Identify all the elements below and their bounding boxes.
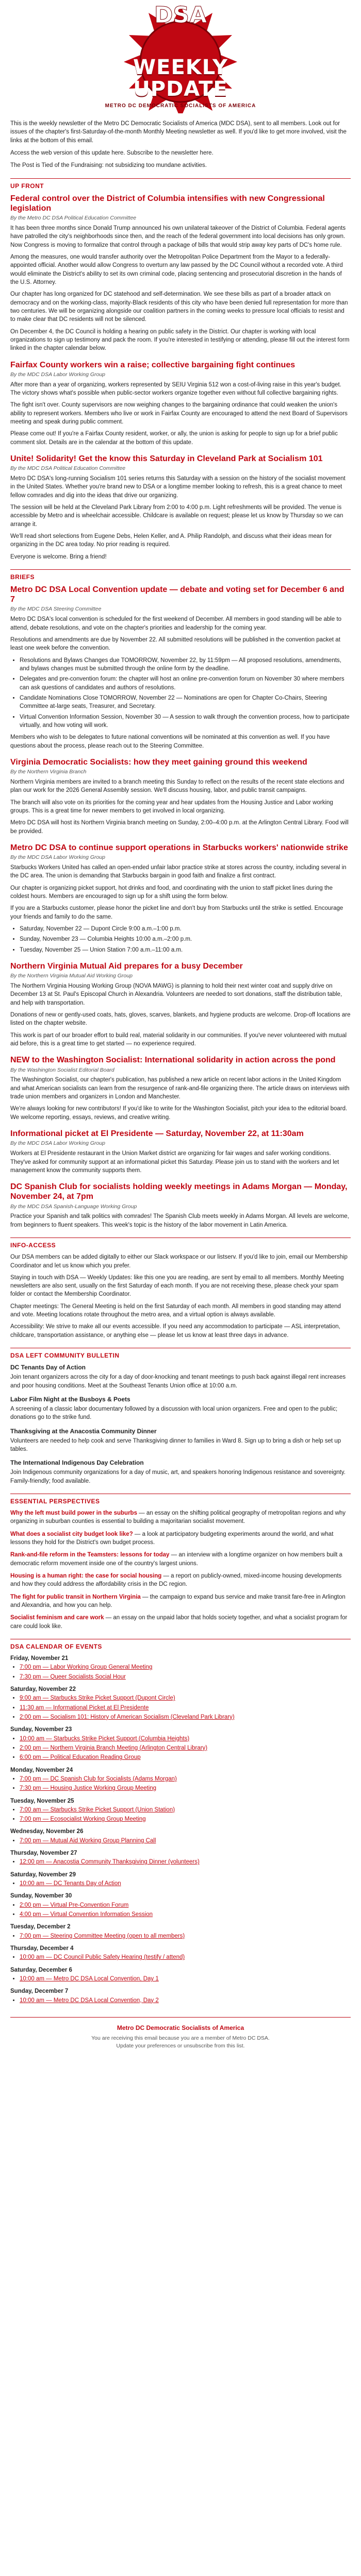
perspective-link[interactable]: What does a socialist city budget look like? [10,1531,133,1537]
section-calendar: DSA CALENDAR OF EVENTS [10,1639,351,1651]
story-paragraph: Metro DC DSA's local convention is scheduled for the first weekend of December. All members in good standing will be able to attend, debate resolutions, and vote on the chapter's priorities and leadership for the coming year. [10,616,342,631]
story-paragraph: After more than a year of organizing, workers represented by SEIU Virginia 512 won a cost-of-living raise in this year's budget. The victory shows what's possible when public-sector workers organize together even without full collective bargaining rights. [10,381,341,396]
info-access [10,1253,351,1340]
calendar-list [10,1654,351,2005]
calendar-event-link[interactable]: 10:00 am — DC Tenants Day of Action [20,1880,121,1887]
calendar-event-link[interactable]: 7:00 pm — Steering Committee Meeting (open to all members) [20,1933,185,1939]
section-perspectives: ESSENTIAL PERSPECTIVES [10,1494,351,1506]
story-headline[interactable]: Unite! Solidarity! Get the know this Saturday in Cleveland Park at Socialism 101 [10,454,323,463]
calendar-event [20,1694,351,1702]
calendar-event-link[interactable]: 10:00 am — Metro DC DSA Local Convention, Day 1 [20,1976,159,1982]
story-paragraph: The session will be held at the Cleveland Park Library from 2:00 to 4:00 p.m. Light refreshments will be provided. The venue is accessible by Metro and is wheelchair accessible. Childcare is available on request; please let us know by Thursday so we can arrange it. [10,504,343,528]
story-paragraph: Workers at El Presidente restaurant in the Union Market district are organizing for fair wages and safer working conditions. They've asked for community support at an informational picket this Saturday. Please join us to stand with the workers and let management know the community supports them. [10,1150,339,1174]
svg-text:DSA: DSA [154,2,207,28]
story [10,454,351,561]
footer-unsubscribe-link[interactable]: Update your preferences or unsubscribe from this list. [116,2043,245,2049]
perspective-link[interactable]: Rank-and-file reform in the Teamsters: lessons for today [10,1552,170,1558]
masthead-subtitle: METRO DC DEMOCRATIC SOCIALISTS OF AMERICA [105,103,256,109]
footer-line: You are receiving this email because you are a member of Metro DC DSA. [91,2035,270,2042]
perspective-link[interactable]: The fight for public transit in Northern Virginia [10,1594,141,1600]
intro-paragraph: This is the weekly newsletter of the Metro DC Democratic Socialists of America (MDC DSA), sent to all members. Look out for issues of the chapter's first-Saturday-of-the-month Monthly Meeting newsletter as well. If you'd like to get more involved, visit the links at the bottom of this email. [10,121,347,144]
story-paragraph: If you are a Starbucks customer, please honor the picket line and don't buy from Starbucks until the strike is settled. Encourage your friends and family to do the same. [10,905,343,920]
bulletin-item [10,1427,351,1454]
bulletin-text: Volunteers are needed to help cook and serve Thanksgiving dinner to families in Ward 8. Sign up to bring a dish or help set up tables. [10,1437,341,1452]
calendar-day [10,1944,351,1962]
calendar-day-label: Tuesday, December 2 [10,1924,71,1930]
calendar-event-link[interactable]: 10:00 am — Metro DC DSA Local Convention, Day 2 [20,1997,159,2004]
calendar-event [20,1996,351,2005]
story-list-item: • Resolutions and Bylaws Changes due TOMORROW, November 22, by 11:59pm — All proposed resolutions, amendments, and bylaws changes must be submitted through the online form by the deadline. [20,656,351,673]
calendar-day-label: Saturday, November 29 [10,1871,76,1878]
calendar-event-link[interactable]: 2:00 pm — Socialism 101: History of American Socialism (Cleveland Park Library) [20,1714,235,1720]
calendar-event-list [20,1663,351,1681]
story-paragraph: It has been three months since Donald Trump announced his own unilateral takeover of the District of Columbia. Federal agents have patrolled the city's neighborhoods since then, and the reach of the federal government into local decisions has only grown. Now Congress is moving to formalize that control through a package of bills that would strip away key parts of DC's home rule. [10,225,346,248]
story-list-item: • Delegates and pre-convention forum: the chapter will host an online pre-convention forum on November 30 where members can ask questions of candidates and authors of resolutions. [20,675,351,692]
calendar-day [10,1797,351,1824]
story [10,1182,351,1229]
perspective-text: — the campaign to expand bus service and make transit fare-free in Arlington and Alexandria, and how you can help. [10,1594,346,1608]
story-list-item: • Candidate Nominations Close TOMORROW, November 22 — Nominations are open for Chapter Co-Chairs, Steering Committee at-large seats, Treasurer, and Secretary. [20,694,351,711]
story-list-item[interactable]: • Saturday, November 22 — Dupont Circle 9:00 a.m.–1:00 p.m. [20,925,351,933]
calendar-event-link[interactable]: 10:00 am — DC Council Public Safety Hearing (testify / attend) [20,1954,185,1961]
story-byline: By the MDC DSA Steering Committee [10,606,102,613]
calendar-day [10,1987,351,2005]
perspective-item [10,1530,351,1547]
story-headline[interactable]: Northern Virginia Mutual Aid prepares for a busy December [10,962,243,971]
story-paragraph: Please come out! If you're a Fairfax County resident, worker, or ally, the union is asking for people to sign up for a brief public comment slot. Details are in the calendar at the bottom of this update. [10,431,338,446]
perspective-item [10,1614,351,1631]
story-paragraph: The branch will also vote on its priorities for the coming year and hear updates from the Housing Justice and Labor working groups. This is a great time for newer members to get involved in local organizing. [10,799,333,814]
perspective-item [10,1551,351,1568]
story-paragraph: Northern Virginia members are invited to a branch meeting this Sunday to reflect on the results of the recent state elections and plan our work for the 2026 General Assembly session. We'll discuss housing, labor, and public transit campaigns. [10,778,344,794]
calendar-event [20,1837,351,1845]
calendar-day [10,1892,351,1919]
story-list-item: • Virtual Convention Information Session, November 30 — A session to walk through the convention process, how to participate virtually, and how voting will work. [20,713,351,730]
calendar-event-link[interactable]: 11:30 am — Informational Picket at El Presidente [20,1704,149,1711]
story-byline: By the MDC DSA Labor Working Group [10,854,106,861]
calendar-event [20,1663,351,1671]
story-headline[interactable]: Informational picket at El Presidente — Saturday, November 22, at 11:30am [10,1129,304,1139]
calendar-event-list [20,1775,351,1793]
info-paragraph: Chapter meetings: The General Meeting is held on the first Saturday of each month. All members in good standing may attend and vote. Meeting locations rotate throughout the metro area, and a virtual option is always available. [10,1303,341,1318]
story [10,843,351,954]
calendar-event-link[interactable]: 10:00 am — Starbucks Strike Picket Support (Columbia Heights) [20,1735,190,1742]
calendar-event [20,1713,351,1721]
calendar-event-link[interactable]: 4:00 pm — Virtual Convention Information Session [20,1911,153,1918]
perspective-link[interactable]: Socialist feminism and care work [10,1615,104,1621]
calendar-event-link[interactable]: 6:00 pm — Political Education Reading Group [20,1754,141,1761]
info-paragraph: Staying in touch with DSA — Weekly Updates: like this one you are reading, are sent by email to all members. Monthly Meeting newsletters are also sent, usually on the first Saturday of each month. If you are not receiving these, please check your spam folder or contact the Membership Coordinator. [10,1274,344,1298]
perspective-item [10,1593,351,1610]
calendar-day [10,1966,351,1984]
info-paragraph: Accessibility: We strive to make all our events accessible. If you need any accommodation to participate — ASL interpretation, childcare, transportation assistance, or anything else — please let us know at least three days in advance. [10,1324,340,1338]
story [10,1129,351,1175]
calendar-event [20,1775,351,1783]
perspective-link[interactable]: Why the left must build power in the suburbs [10,1510,137,1516]
calendar-day-label: Sunday, November 23 [10,1726,72,1733]
section-up-front: UP FRONT [10,178,351,191]
info-paragraph: Our DSA members can be added digitally to either our Slack workspace or our listserv. If you'd like to join, email our Membership Coordinator and let us know which you prefer. [10,1254,348,1269]
calendar-event [20,1858,351,1866]
calendar-event [20,1784,351,1792]
story-paragraph: The Washington Socialist, our chapter's publication, has published a new article on recent labor actions in the United Kingdom and what American socialists can learn from the resurgence of rank-and-file organizing there. The article draws on interviews with trade union members and organizers in London and Manchester. [10,1077,350,1100]
story [10,961,351,1048]
bulletin-title[interactable]: Labor Film Night at the Busboys & Poets [10,1395,130,1403]
story-headline[interactable]: DC Spanish Club for socialists holding weekly meetings in Adams Morgan — Monday, November 24, at 7pm [10,1182,348,1201]
calendar-event [20,1744,351,1752]
story-byline: By the Northern Virginia Mutual Aid Working Group [10,973,133,979]
perspective-text: — a look at participatory budgeting experiments around the world, and what lessons they hold for the District's own budget process. [10,1531,334,1546]
calendar-event-list [20,1996,351,2005]
calendar-event [20,1953,351,1961]
bulletin-text: Join tenant organizers across the city for a day of door-knocking and tenant meetings to push back against illegal rent increases and poor housing conditions. Meet at the Southeast Tenants Union office at 10:00 a.m. [10,1374,346,1389]
story-paragraph: Everyone is welcome. Bring a friend! [10,553,107,560]
calendar-day-label: Saturday, December 6 [10,1967,72,1973]
calendar-event-link[interactable]: 7:00 pm — DC Spanish Club for Socialists (Adams Morgan) [20,1775,177,1782]
bulletin-text: Join Indigenous community organizations for a day of music, art, and speakers honoring Indigenous resistance and sovereignty. Family-friendly; food available. [10,1469,346,1484]
calendar-event-list [20,1806,351,1824]
calendar-day-label: Wednesday, November 26 [10,1828,84,1835]
calendar-event-list [20,1879,351,1888]
newsletter-content [0,113,361,2066]
calendar-event-list [20,1975,351,1983]
bulletin-item [10,1459,351,1485]
intro-note: The Post is Tied of the Fundraising: not subsidizing too mundane activities. [10,162,207,169]
calendar-day-label: Sunday, November 30 [10,1893,72,1900]
bulletin-title[interactable]: The International Indigenous Day Celebration [10,1459,144,1467]
bulletin-item [10,1363,351,1390]
bulletin-item [10,1395,351,1422]
calendar-day [10,1923,351,1940]
story-paragraph: Practice your Spanish and talk politics with comrades! The Spanish Club meets weekly in Adams Morgan. All levels are welcome, from beginners to fluent speakers. This week's topic is the history of the labor movement in Latin America. [10,1213,349,1228]
perspective-item [10,1509,351,1526]
story-paragraph: Our chapter has long organized for DC statehood and self-determination. We see these bills as part of a broader attack on democracy and on the working-class, majority-Black residents of this city who have been denied full representation for more than two centuries. We will be organizing alongside our coalition partners in the coming weeks to pressure local officials to resist and to make clear that DC residents will not be silenced. [10,291,348,323]
story-headline[interactable]: Virginia Democratic Socialists: how they meet gaining ground this weekend [10,757,307,767]
story-byline: By the Washington Socialist Editorial Board [10,1066,114,1073]
calendar-event-list [20,1953,351,1961]
calendar-event [20,1910,351,1919]
story-headline[interactable]: Metro DC DSA to continue support operations in Starbucks workers' nationwide strike [10,843,348,852]
story-headline[interactable]: Metro DC DSA Local Convention update — debate and voting set for December 6 and 7 [10,585,344,604]
story-headline[interactable]: Fairfax County workers win a raise; collective bargaining fight continues [10,360,296,369]
calendar-event-link[interactable]: 9:00 am — Starbucks Strike Picket Support (Dupont Circle) [20,1695,175,1702]
story [10,194,351,353]
calendar-event [20,1932,351,1940]
intro-links[interactable]: Access the web version of this update here. Subscribe to the newsletter here. [10,149,214,156]
calendar-event [20,1879,351,1888]
story-paragraph: The fight isn't over. County supervisors are now weighing changes to the bargaining ordinance that could weaken the union's ability to represent workers. Members who live or work in Fairfax County are encouraged to attend the next Board of Supervisors meeting and speak during public comment. [10,402,348,425]
calendar-day-label: Thursday, December 4 [10,1945,74,1952]
calendar-day [10,1685,351,1721]
perspective-item [10,1572,351,1589]
calendar-event-list [20,1735,351,1762]
story-paragraph: Members who wish to be delegates to future national conventions will be nominated at this convention as well. If you have questions about the process, please reach out to the Steering Committee. [10,734,330,749]
calendar-event [20,1815,351,1823]
intro [10,120,351,170]
story-paragraph: This work is part of our broader effort to build real, material solidarity in our communities. If you've never volunteered with mutual aid before, this is a great time to get started — no experience required. [10,1032,347,1047]
perspective-text: — an essay on the unpaid labor that holds society together, and what a socialist program for care could look like. [10,1615,348,1630]
calendar-day-label: Tuesday, November 25 [10,1798,74,1804]
story-headline[interactable]: Federal control over the District of Columbia intensifies with new Congressional legislation [10,194,325,213]
calendar-event-link[interactable]: 2:00 pm — Northern Virginia Branch Meeting (Arlington Central Library) [20,1744,208,1751]
story-byline: By the MDC DSA Political Education Committee [10,465,126,472]
section-briefs: BRIEFS [10,569,351,582]
story-paragraph: We're always looking for new contributors! If you'd like to write for the Washington Socialist, pitch your idea to the editorial board. We welcome reporting, essays, reviews, and creative writing. [10,1106,348,1121]
calendar-event [20,1806,351,1814]
calendar-event [20,1735,351,1743]
story-paragraph: Donations of new or gently-used coats, hats, gloves, scarves, blankets, and hygiene products are welcome. Drop-off locations are listed on the chapter website. [10,1012,351,1027]
story [10,1055,351,1122]
story-headline[interactable]: NEW to the Washington Socialist: International solidarity in action across the pond [10,1056,336,1065]
story-byline: By the MDC DSA Labor Working Group [10,371,106,378]
story-paragraph: On December 4, the DC Council is holding a hearing on public safety in the District. Our chapter is working with local organizations to sign up testimony and pack the room. If you're interested in testifying or attending, please fill out the interest form linked in the chapter calendar below. [10,328,350,352]
footer-title: Metro DC Democratic Socialists of America [117,2024,244,2032]
calendar-event-link[interactable]: 7:00 am — Starbucks Strike Picket Support (Union Station) [20,1806,175,1813]
calendar-event-link[interactable]: 2:00 pm — Virtual Pre-Convention Forum [20,1902,129,1908]
calendar-event-list [20,1901,351,1919]
calendar-day [10,1654,351,1681]
perspective-text: — a report on publicly-owned, mixed-income housing developments and how they could address the affordability crisis in the DC region. [10,1572,342,1588]
perspective-text: — an essay on the shifting political geography of metropolitan regions and why organizing in suburban counties is essential to building a majoritarian socialist movement. [10,1510,346,1525]
masthead-title-line1: WEEKLY [133,56,228,79]
story-list-item[interactable]: • Sunday, November 23 — Columbia Heights 10:00 a.m.–2:00 p.m. [20,935,351,943]
calendar-event [20,1673,351,1681]
calendar-event-link[interactable]: 7:00 pm — Labor Working Group General Meeting [20,1664,153,1671]
story-byline: By the MDC DSA Spanish-Language Working Group [10,1203,137,1210]
calendar-event-list [20,1932,351,1940]
calendar-day [10,1827,351,1845]
calendar-day-label: Thursday, November 27 [10,1850,77,1857]
calendar-event-link[interactable]: 12:00 pm — Anacostia Community Thanksgiving Dinner (volunteers) [20,1859,200,1866]
section-info-access: INFO-ACCESS [10,1238,351,1250]
calendar-day-label: Friday, November 21 [10,1655,69,1662]
story-byline: By the Metro DC DSA Political Education Committee [10,215,137,222]
story-paragraph: Among the measures, one would transfer authority over the Metropolitan Police Department from the Mayor to a federally-appointed official. Another would allow Congress to overturn any law passed by the DC Council without a recorded vote. A third would eliminate the District's ability to set its own criminal code, placing sentencing and prosecutorial discretion in the hands of the U.S. Attorney. [10,253,343,285]
story-paragraph: Resolutions and amendments are due by November 22. All submitted resolutions will be published in the convention packet at least one week before the convention. [10,636,340,652]
bulletin-text: A screening of a classic labor documentary followed by a discussion with local union organizers. Free and open to the public; donations go to the strike fund. [10,1405,338,1421]
calendar-event [20,1704,351,1712]
calendar-event-link[interactable]: 7:00 pm — Ecosocialist Working Group Meeting [20,1816,146,1823]
story-paragraph: Starbucks Workers United has called an open-ended unfair labor practice strike at stores across the country, including several in the DC area. The union is demanding that Starbucks bargain in good faith and finalize a first contract. [10,865,347,879]
story-list [20,656,351,730]
calendar-day-label: Monday, November 24 [10,1767,73,1773]
section-bulletin: DSA LEFT COMMUNITY BULLETIN [10,1348,351,1360]
bulletin-title[interactable]: DC Tenants Day of Action [10,1364,86,1371]
perspectives-list [10,1509,351,1631]
calendar-event-list [20,1858,351,1866]
masthead-title-line2: UPDATE [133,77,228,101]
calendar-event-list [20,1837,351,1845]
calendar-day-label: Sunday, December 7 [10,1988,69,1995]
calendar-day-label: Saturday, November 22 [10,1686,76,1692]
calendar-event [20,1975,351,1983]
footer [10,2017,351,2056]
calendar-event-link[interactable]: 7:00 pm — Mutual Aid Working Group Planning Call [20,1837,156,1844]
calendar-day [10,1871,351,1888]
story [10,585,351,750]
bulletin-title[interactable]: Thanksgiving at the Anacostia Community Dinner [10,1427,157,1435]
masthead [0,0,361,113]
story-list [20,925,351,954]
perspective-text: — an interview with a longtime organizer on how members built a democratic reform movement inside one of the country's largest unions. [10,1552,343,1567]
story-paragraph: Metro DC DSA's long-running Socialism 101 series returns this Saturday with a session on the history of the socialist movement in the United States. Whether you're brand new to DSA or a longtime member looking to refresh, this is a great chance to meet fellow comrades and dig into the ideas that drive our organizing. [10,476,346,499]
calendar-event-link[interactable]: 7:30 pm — Queer Socialists Social Hour [20,1673,126,1680]
briefs-stories [10,585,351,1229]
up-front-stories [10,194,351,561]
story-list-item[interactable]: • Tuesday, November 25 — Union Station 7:00 a.m.–11:00 a.m. [20,946,351,954]
story [10,360,351,447]
story-paragraph: Our chapter is organizing picket support, hot drinks and food, and coordinating with the union to staff picket lines during the coldest hours. Members are encouraged to sign up for a shift using the form below. [10,885,333,900]
calendar-day [10,1766,351,1793]
story [10,757,351,836]
calendar-event-link[interactable]: 7:30 pm — Housing Justice Working Group Meeting [20,1785,157,1792]
story-byline: By the Northern Virginia Branch [10,769,87,775]
calendar-day [10,1849,351,1867]
calendar-event [20,1901,351,1909]
perspective-link[interactable]: Housing is a human right: the case for social housing [10,1572,162,1579]
calendar-event [20,1753,351,1761]
story-paragraph: Metro DC DSA will host its Northern Virginia branch meeting on Sunday, 2:00–4:00 p.m. at the Arlington Central Library. Food will be provided. [10,820,349,835]
story-paragraph: We'll read short selections from Eugene Debs, Helen Keller, and A. Philip Randolph, and discuss what their ideas mean for organizing in the DC area today. No prior reading is required. [10,533,332,548]
calendar-event-list [20,1694,351,1721]
story-byline: By the MDC DSA Labor Working Group [10,1140,106,1147]
calendar-day [10,1725,351,1761]
bulletin-list [10,1363,351,1485]
story-paragraph: The Northern Virginia Housing Working Group (NOVA MAWG) is planning to hold their next winter coat and supply drive on December 13 at St. Paul's Episcopal Church in Alexandria. Volunteers are needed to sort donations, staff the distribution table, and help with transportation. [10,983,342,1006]
